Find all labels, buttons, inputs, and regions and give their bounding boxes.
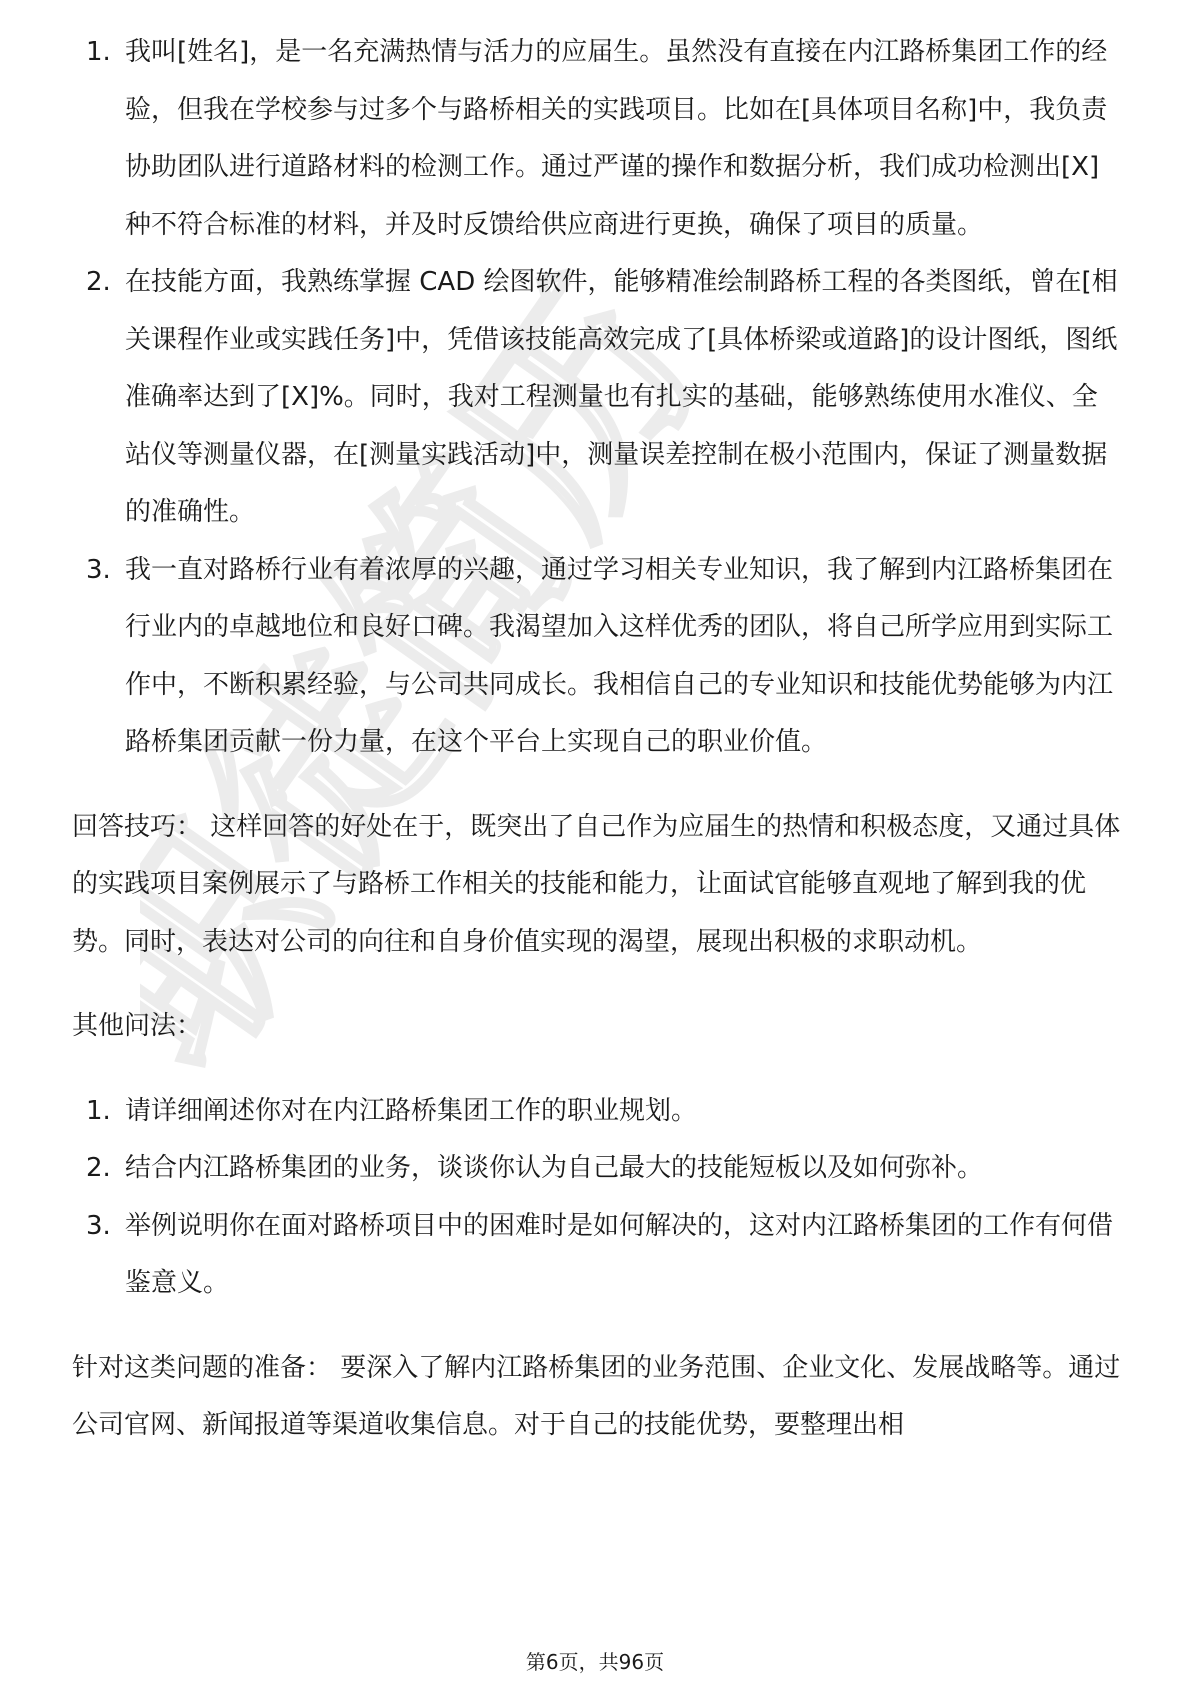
prep-label: 针对这类问题的准备： bbox=[72, 1352, 333, 1383]
list-item bbox=[72, 254, 1122, 542]
answer-tips bbox=[72, 799, 1122, 972]
list-text: 在技能方面，我熟练掌握 CAD 绘图软件，能够精准绘制路桥工程的各类图纸，曾在[相关课程作业或实践任务]中，凭借该技能高效完成了[具体桥梁或道路]的设计图纸，图纸准确率达到了[X]%。同时，我对工程测量也有扎实的基础，能够熟练使用水准仪、全站仪等测量仪器，在[测量实践活动]中，测量误差控制在极小范围内，保证了测量数据的准确性。 bbox=[125, 267, 1118, 527]
prep-text: 要深入了解内江路桥集团的业务范围、企业文化、发展战略等。通过公司官网、新闻报道等渠道收集信息。对于自己的技能优势，要整理出相 bbox=[72, 1352, 1121, 1440]
other-questions-heading: 其他问法： bbox=[72, 1011, 203, 1041]
list-text: 请详细阐述你对在内江路桥集团工作的职业规划。 bbox=[125, 1095, 698, 1126]
list-item bbox=[72, 1198, 1122, 1313]
other-questions-list bbox=[72, 1083, 1122, 1313]
list-item bbox=[72, 1140, 1122, 1198]
tips-label: 回答技巧： bbox=[72, 811, 203, 842]
answer-list bbox=[72, 24, 1122, 772]
watermark-text: 职徒简历 bbox=[140, 242, 748, 1110]
list-item bbox=[72, 24, 1122, 254]
list-item bbox=[72, 1083, 1122, 1141]
list-number: 2. bbox=[86, 267, 111, 297]
list-number: 3. bbox=[86, 1210, 111, 1241]
document-body bbox=[72, 24, 1122, 1455]
list-item bbox=[72, 542, 1122, 772]
list-text: 举例说明你在面对路桥项目中的困难时是如何解决的，这对内江路桥集团的工作有何借鉴意义。 bbox=[125, 1210, 1114, 1298]
preparation-paragraph bbox=[72, 1340, 1122, 1455]
list-text: 结合内江路桥集团的业务，谈谈你认为自己最大的技能短板以及如何弥补。 bbox=[125, 1153, 984, 1183]
list-number: 3. bbox=[86, 554, 111, 585]
list-number: 1. bbox=[86, 37, 111, 67]
list-number: 2. bbox=[86, 1153, 111, 1183]
list-number: 1. bbox=[86, 1095, 111, 1126]
list-text: 我叫[姓名]，是一名充满热情与活力的应届生。虽然没有直接在内江路桥集团工作的经验，但我在学校参与过多个与路桥相关的实践项目。比如在[具体项目名称]中，我负责协助团队进行道路材料的检测工作。通过严谨的操作和数据分析，我们成功检测出[X]种不符合标准的材料，并及时反馈给供应商进行更换，确保了项目的质量。 bbox=[125, 37, 1108, 240]
list-text: 我一直对路桥行业有着浓厚的兴趣，通过学习相关专业知识，我了解到内江路桥集团在行业内的卓越地位和良好口碑。我渴望加入这样优秀的团队，将自己所学应用到实际工作中，不断积累经验，与公司共同成长。我相信自己的专业知识和技能优势能够为内江路桥集团贡献一份力量，在这个平台上实现自己的职业价值。 bbox=[125, 554, 1114, 757]
page-number: 第6页，共96页 bbox=[525, 1650, 665, 1674]
tips-text: 这样回答的好处在于，既突出了自己作为应届生的热情和积极态度，又通过具体的实践项目案例展示了与路桥工作相关的技能和能力，让面试官能够直观地了解到我的优势。同时，表达对公司的向往和自身价值实现的渴望，展现出积极的求职动机。 bbox=[72, 811, 1121, 957]
